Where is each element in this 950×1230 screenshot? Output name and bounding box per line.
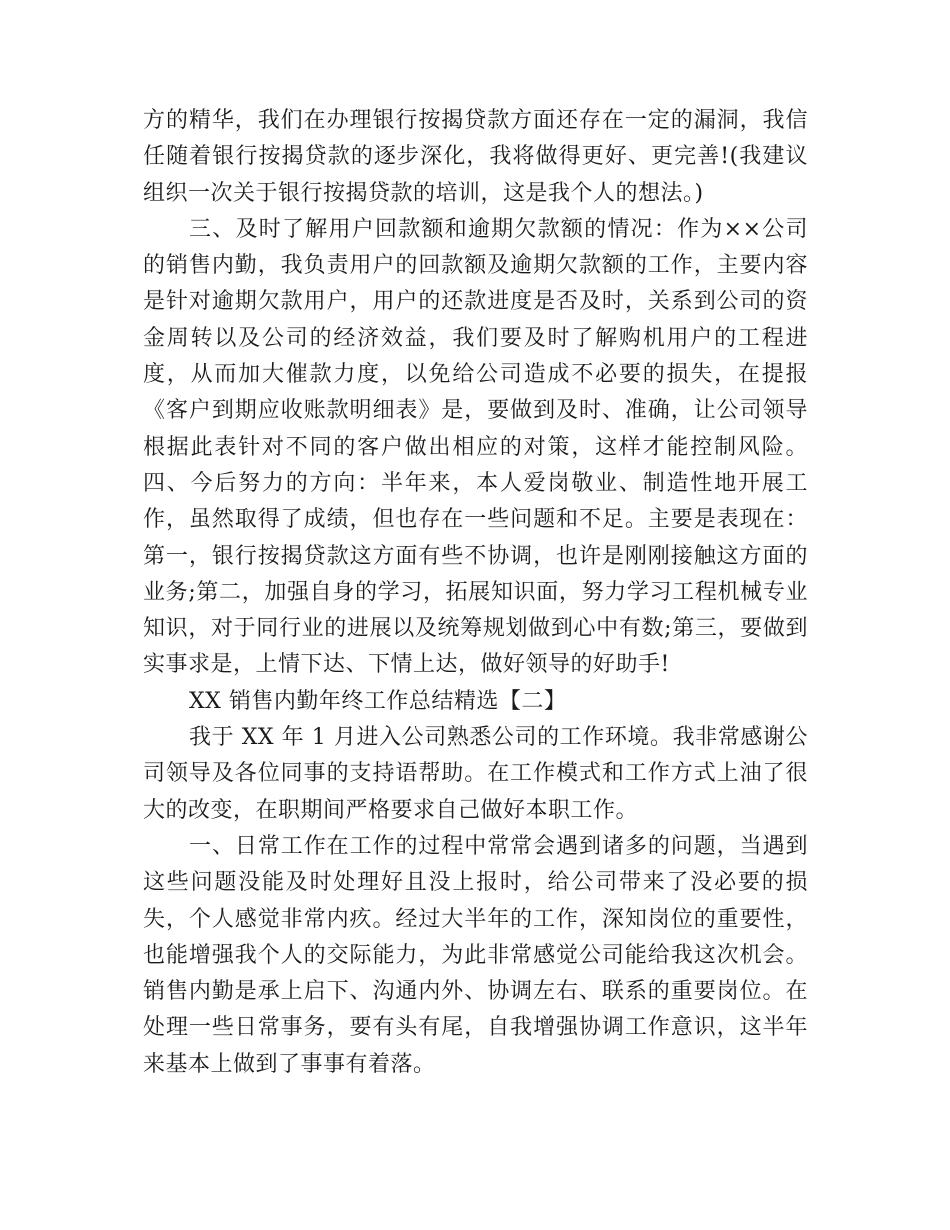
paragraph-continuation: 方的精华，我们在办理银行按揭贷款方面还存在一定的漏洞，我信任随着银行按揭贷款的逐步深化，我将做得更好、更完善!(我建议组织一次关于银行按揭贷款的培训，这是我个人的想法。) (143, 108, 808, 206)
paragraph-daily-work: 一、日常工作在工作的过程中常常会遇到诸多的问题，当遇到这些问题没能及时处理好且没上报时，给公司带来了没必要的损失，个人感觉非常内疚。经过大半年的工作，深知岗位的重要性，也能增强我个人的交际能力，为此非常感觉公司能给我这次机会。销售内勤是承上启下、沟通内外、协调左右、联系的重要岗位。在处理一些日常事务，要有头有尾，自我增强协调工作意识，这半年来基本上做到了事事有着落。 (143, 833, 808, 1077)
document-body (143, 103, 808, 1083)
paragraph-intro: 我于 XX 年 1 月进入公司熟悉公司的工作环境。我非常感谢公司领导及各位同事的支持语帮助。在工作模式和工作方式上油了很大的改变，在职期间严格要求自己做好本职工作。 (143, 725, 808, 823)
paragraph-section-three: 三、及时了解用户回款额和逾期欠款额的情况：作为××公司的销售内勤，我负责用户的回款额及逾期欠款额的工作，主要内容是针对逾期欠款用户，用户的还款进度是否及时，关系到公司的资金周转以及公司的经济效益，我们要及时了解购机用户的工程进度，从而加大催款力度，以免给公司造成不必要的损失，在提报《客户到期应收账款明细表》是，要做到及时、准确，让公司领导根据此表针对不同的客户做出相应的对策，这样才能控制风险。四、今后努力的方向：半年来，本人爱岗敬业、制造性地开展工作，虽然取得了成绩，但也存在一些问题和不足。主要是表现在：第一，银行按揭贷款这方面有些不协调，也许是刚刚接触这方面的业务;第二，加强自身的学习，拓展知识面，努力学习工程机械专业知识，对于同行业的进展以及统筹规划做到心中有数;第三，要做到实事求是，上情下达、下情上达，做好领导的好助手! (143, 216, 808, 678)
section-subtitle: XX 销售内勤年终工作总结精选【二】 (189, 688, 567, 714)
